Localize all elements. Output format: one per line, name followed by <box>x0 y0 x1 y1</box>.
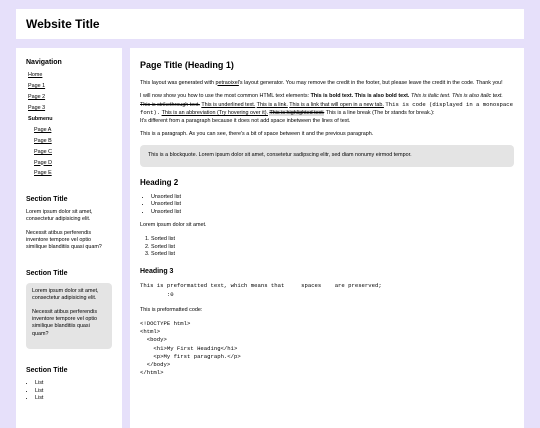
elements-paragraph: I will now show you how to use the most common HTML text elements: This is bold text. This is also bold text. This is italic text. This is also italic text. This is strikethrough text. This is underlined text. This is a link. This is a link that will open in a new tab. This is code (displayed in a monospace font). This is an abbreviation (Try hovering over it). This is highlighted text. This is a line break (The br stands for break.): It's different from a paragraph because it does not add space inbetween the lines of text. <box>140 93 513 124</box>
italic-text: This is italic text. <box>410 93 451 100</box>
section-box <box>26 283 112 349</box>
section-title: Section Title <box>26 366 68 374</box>
preformatted-label: This is preformatted code: <box>140 306 203 313</box>
preformatted-code: <!DOCTYPE html> <html> <body> <h1>My First Heading</h1> <p>My first paragraph.</p> </body> </html> <box>140 320 241 376</box>
strikethrough-text: This is strikethrough text. <box>140 101 200 108</box>
section-text: Lorem ipsum dolor sit amet, consectetur adipisicing elit. <box>26 209 93 223</box>
list-item: • Unsorted list <box>151 201 514 209</box>
nav-link-page-3[interactable]: Page 3 <box>28 105 46 112</box>
nav-link-page-1[interactable]: Page 1 <box>28 83 46 90</box>
sample-link[interactable]: This is a link. <box>256 101 288 108</box>
nav-link-page-2[interactable]: Page 2 <box>28 94 46 101</box>
submenu-link-page-c[interactable]: Page C <box>34 148 52 155</box>
bold-text-2: This is also bold text. <box>354 93 410 100</box>
list-item: 1. Sorted list <box>151 236 514 244</box>
section-text: Lorem ipsum dolor sit amet, consectetur adipisicing elit. <box>32 288 99 302</box>
submenu-link-page-d[interactable]: Page D <box>34 159 52 166</box>
section-title: Section Title <box>26 195 68 203</box>
heading-3: Heading 3 <box>140 267 174 275</box>
highlighted-text: This is highlighted text. <box>269 110 325 117</box>
list-item: • List <box>35 388 112 395</box>
heading-2: Heading 2 <box>140 177 179 187</box>
sidebar-section-3 <box>26 366 112 402</box>
code-text: This is code (displayed in a monospace font). <box>140 100 513 117</box>
preformatted-text: This is preformatted text, which means that spaces are preserved; :0 <box>140 282 382 298</box>
site-title: Website Title <box>26 17 100 31</box>
lorem-text: Lorem ipsum dolor sit amet. <box>140 222 207 229</box>
section-text: Necessit atibus perferendis inventore tempore vel optio similique blanditiis quasi quam? <box>32 308 98 337</box>
section-text: Necessit atibus perferendis inventore tempore vel optio similique blanditiis quasi quam? <box>26 229 102 251</box>
nav-link-home[interactable]: Home <box>28 72 43 79</box>
site-header <box>16 9 524 39</box>
page-title: Page Title (Heading 1) <box>140 60 234 70</box>
underlined-text: This is underlined text. <box>201 101 256 108</box>
submenu-list <box>26 127 112 178</box>
intro-paragraph: This layout was generated with petraoixel's layout generator. You may remove the credit in the footer, but please leave the credit in the code. Thank you! <box>140 79 503 86</box>
list-item: 3. Sorted list <box>151 251 514 259</box>
list-item: • Unsorted list <box>151 209 514 217</box>
section-list <box>26 380 112 402</box>
paragraph: This is a paragraph. As you can see, there's a bit of space between it and the previous paragraph. <box>140 131 374 138</box>
sidebar <box>16 48 122 428</box>
list-item: 2. Sorted list <box>151 244 514 252</box>
credit-link[interactable]: petraoixel <box>215 79 239 86</box>
submenu-link-page-e[interactable]: Page E <box>34 170 52 177</box>
sidebar-section-1 <box>26 195 112 252</box>
new-tab-link[interactable]: This is a link that will open in a new tab. <box>289 101 384 108</box>
nav-list <box>26 72 112 112</box>
italic-text-2: This is also italic text. <box>451 93 503 100</box>
submenu-link-page-a[interactable]: Page A <box>34 126 52 133</box>
unsorted-list <box>140 194 514 217</box>
sorted-list <box>140 236 514 259</box>
blockquote: This is a blockquote. Lorem ipsum dolor sit amet, consetetur sadipscing elitr, sed diam nonumy eirmod tempor. <box>140 145 514 167</box>
main-content <box>130 48 524 428</box>
sidebar-section-2 <box>26 269 112 349</box>
submenu-title: Submenu <box>28 116 53 122</box>
submenu-link-page-b[interactable]: Page B <box>34 137 52 144</box>
list-item: • Unsorted list <box>151 194 514 202</box>
list-item: • List <box>35 395 112 402</box>
bold-text: This is bold text. <box>310 93 354 100</box>
section-title: Section Title <box>26 269 68 277</box>
nav-title: Navigation <box>26 59 62 66</box>
list-item: • List <box>35 380 112 387</box>
abbreviation[interactable]: This is an abbreviation (Try hovering over it). <box>161 110 269 117</box>
